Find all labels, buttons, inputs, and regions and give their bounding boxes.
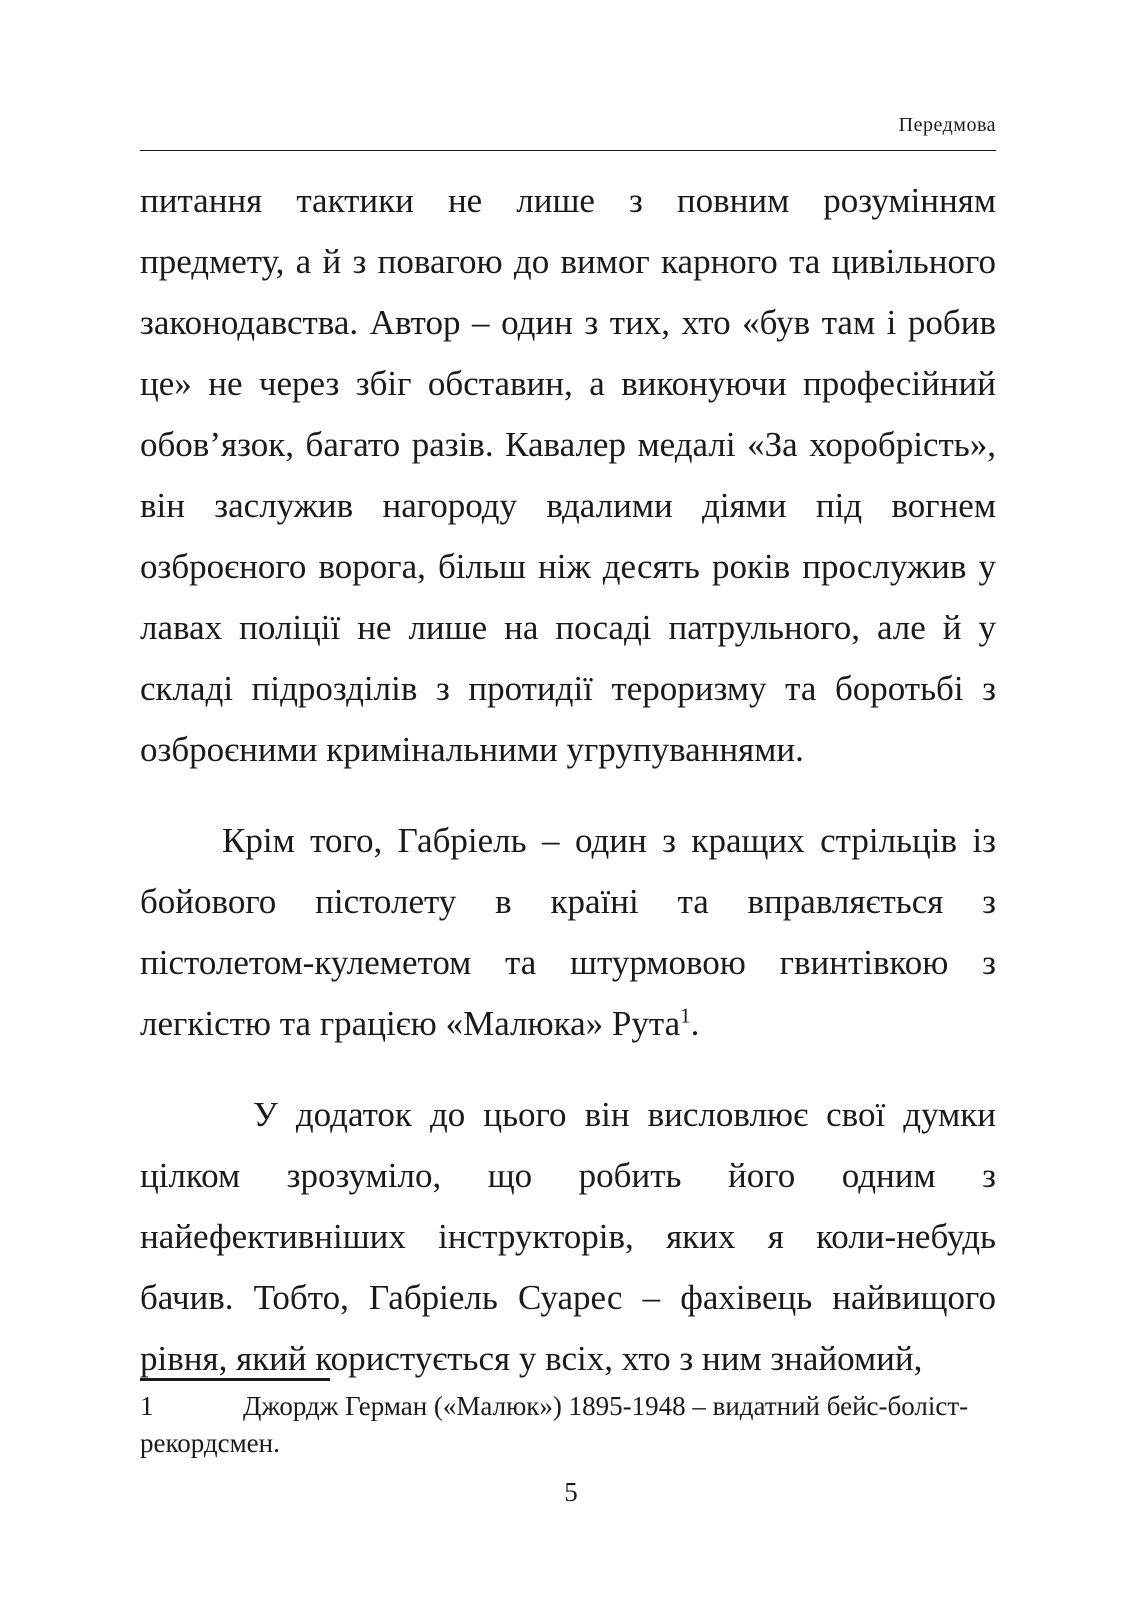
header-rule xyxy=(140,150,996,151)
paragraph-2-end: . xyxy=(690,1004,700,1043)
page-number: 5 xyxy=(564,1477,578,1507)
paragraph-2 xyxy=(140,810,996,1054)
paragraph-2-text: Крім того, Габріель – один з кращих стрільців із бойового пістолету в країні та вправляється з пістолетом-кулеметом та штурмовою гвинтівкою з легкістю та грацією «Малюка» Рута xyxy=(140,821,996,1043)
running-header: Передмова xyxy=(898,114,996,136)
paragraph-1: питання тактики не лише з повним розумінням предмету, а й з повагою до вимог карного та цивільного законодавства. Автор – один з тих, хто «був там і робив це» не через збіг обставин, а виконуючи професійний обов’язок, багато разів. Кавалер медалі «За хоробрість», він заслужив нагороду вдалими діями під вогнем озброєного ворога, більш ніж десять років прослужив у лавах поліції не лише на посаді патрульного, але й у складі підрозділів з протидії тероризму та боротьбі з озброєними кримінальними угрупуваннями. xyxy=(140,181,996,769)
footnote-separator xyxy=(140,1378,330,1381)
main-text xyxy=(140,170,996,1389)
footnote-reference[interactable]: 1 xyxy=(680,1003,691,1028)
footnote-text: Джордж Герман («Малюк») 1895-1948 – видатний бейс-болiст-рекордсмен. xyxy=(140,1391,969,1458)
footnote xyxy=(140,1388,996,1462)
footnote-number: 1 xyxy=(140,1391,154,1421)
paragraph-3: У додаток до цього він висловлює свої думки цілком зрозуміло, що робить його одним з найефективніших інструкторів, яких я коли-небудь бачив. Тобто, Габріель Суарес – фахівець найвищого рівня, який користується у всіх, хто з ним знайомий, xyxy=(140,1095,996,1378)
